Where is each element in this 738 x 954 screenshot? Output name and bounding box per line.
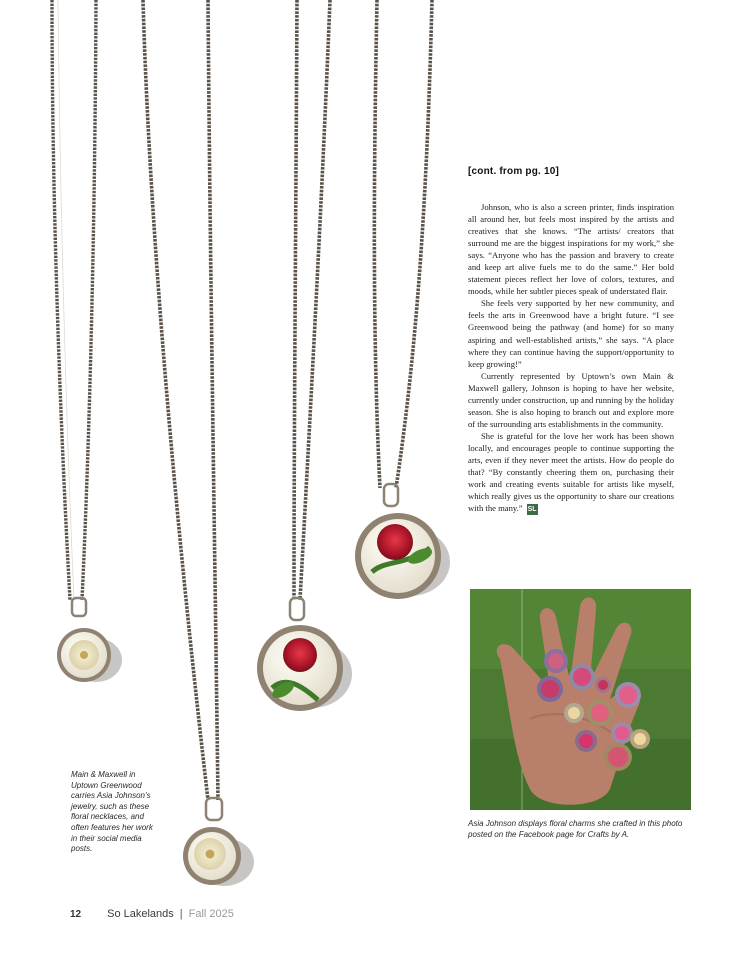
necklace-4 — [355, 0, 450, 599]
end-mark-logo: SL — [527, 505, 537, 513]
necklaces-caption: Main & Maxwell in Uptown Greenwood carries Asia Johnson’s jewelry, such as these floral necklaces, and often features her work in their social media posts. — [71, 770, 153, 854]
magazine-name: So Lakelands — [107, 908, 174, 920]
page-number: 12 — [70, 909, 82, 920]
necklace-3 — [257, 0, 352, 711]
article-paragraph: Currently represented by Uptown’s own Main & Maxwell gallery, Johnson is hoping to have her website, currently under construction, up and running by the holiday season. She is also hoping to branch out and explore more of the surrounding arts establishments in the community. — [468, 370, 674, 429]
hand-charms-photo — [470, 589, 691, 810]
issue-label: Fall 2025 — [188, 908, 234, 920]
article-body — [468, 201, 674, 515]
footer-separator: | — [179, 908, 183, 920]
page-footer — [70, 908, 234, 920]
continued-label: [cont. from pg. 10] — [468, 166, 560, 177]
article-paragraph: She feels very supported by her new community, and feels the arts in Greenwood have a bright future. “I see Greenwood being the pathway (and home) for so many aspiring and well-established artists,” she says. “A place where they can continue having the support/opportunity to keep growing!” — [468, 298, 674, 369]
necklace-1 — [52, 0, 122, 682]
article-paragraph: Johnson, who is also a screen printer, finds inspiration all around her, but feels most inspired by the artists and creatives that she knows. “The artists/ creators that surround me are the biggest inspirations for my work,” she says. “Anyone who has the passion and bravery to create and keep art alive fuels me to do the same.” Her bold statement pieces reflect her love of colors, textures, and moods, while her subtler pieces speak of understated flair. — [468, 202, 674, 297]
necklace-2 — [143, 0, 254, 886]
article-paragraph-text: She is grateful for the love her work has been shown locally, and encourages people to continue supporting the arts, even if they never meet the artists. How do people do that? “By constantly cheering them on, purchasing their work and creating events suitable for artists like myself, which really gives us the opportunity to share our creations with the many.” — [468, 430, 674, 514]
article-paragraph — [468, 430, 674, 515]
hand-photo-caption: Asia Johnson displays floral charms she crafted in this photo posted on the Facebook page for Crafts by A. — [468, 819, 683, 839]
